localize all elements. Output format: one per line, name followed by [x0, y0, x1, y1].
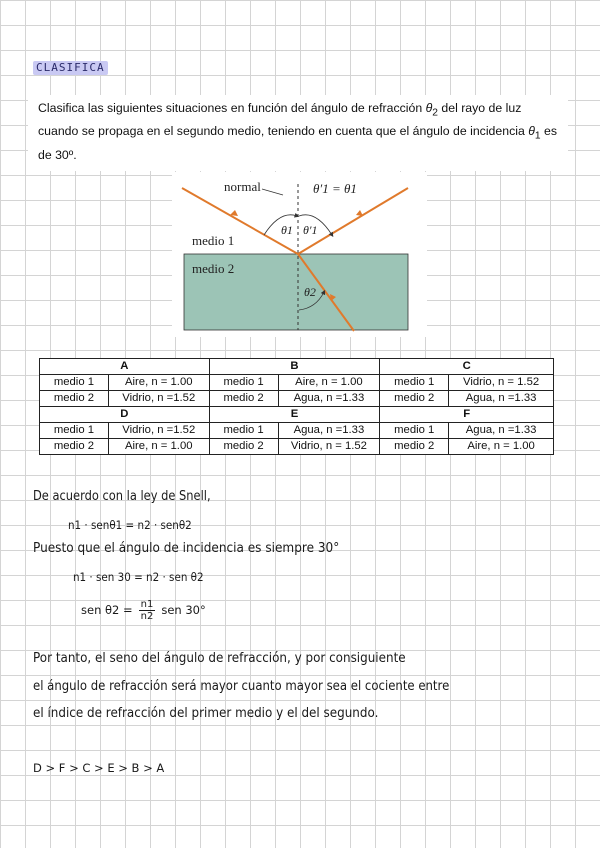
- table-cell: medio 1: [209, 375, 278, 391]
- handwritten-line: el índice de refracción del primer medio y el del segundo.: [33, 706, 379, 721]
- table-cell: medio 1: [380, 423, 449, 439]
- table-cell: Vidrio, n =1.52: [108, 391, 209, 407]
- table-cell: medio 2: [40, 439, 109, 455]
- table-cell: Aire, n = 1.00: [108, 439, 209, 455]
- handwritten-line: Puesto que el ángulo de incidencia es siempre 30°: [33, 541, 340, 556]
- table-cell: Vidrio, n = 1.52: [449, 375, 554, 391]
- refraction-diagram: [172, 172, 427, 337]
- theta1-symbol: $\theta_1$: [528, 124, 541, 142]
- medium2-label: medio 2: [192, 261, 235, 276]
- medium1-label: medio 1: [192, 233, 235, 248]
- table-cell: medio 2: [380, 439, 449, 455]
- table-cell: medio 2: [209, 391, 278, 407]
- table-cell: Agua, n =1.33: [278, 423, 380, 439]
- reflected-ray: [298, 188, 408, 254]
- table-cell: medio 2: [380, 391, 449, 407]
- clasifica-tag: CLASIFICA: [33, 61, 108, 75]
- header-F: F: [380, 407, 554, 423]
- table-row: [40, 375, 554, 391]
- table-cell: medio 1: [40, 423, 109, 439]
- table-cell: medio 2: [40, 391, 109, 407]
- theta1p-label: θ′1: [303, 223, 318, 237]
- theta2-symbol: $\theta_2$: [425, 101, 438, 119]
- handwritten-line: De acuerdo con la ley de Snell,: [33, 489, 211, 504]
- table-cell: Aire, n = 1.00: [108, 375, 209, 391]
- header-A: A: [40, 359, 210, 375]
- table-cell: medio 2: [209, 439, 278, 455]
- header-B: B: [209, 359, 380, 375]
- header-D: D: [40, 407, 210, 423]
- refraction-figure: [172, 172, 427, 337]
- snell-law-equation: n1 · senθ1 = n2 · senθ2: [68, 518, 192, 532]
- table-row: [40, 439, 554, 455]
- header-C: C: [380, 359, 554, 375]
- table-cell: Agua, n =1.33: [449, 423, 554, 439]
- statement-text: es de 30º.: [38, 124, 557, 162]
- table-cell: Aire, n = 1.00: [449, 439, 554, 455]
- classification-answer: D > F > C > E > B > A: [33, 761, 165, 775]
- table-cell: medio 1: [380, 375, 449, 391]
- handwritten-line: Por tanto, el seno del ángulo de refracción, y por consiguiente: [33, 651, 406, 666]
- table-cell: medio 1: [40, 375, 109, 391]
- table-header-row: [40, 359, 554, 375]
- table-row: [40, 391, 554, 407]
- media-table: [39, 358, 554, 455]
- table-cell: Agua, n =1.33: [449, 391, 554, 407]
- table-cell: Vidrio, n = 1.52: [278, 439, 380, 455]
- header-E: E: [209, 407, 380, 423]
- statement-text: del rayo de luz cuando se propaga en el segundo medio, teniendo en cuenta que el ángulo de incidencia: [38, 101, 529, 139]
- statement-text: Clasifica las siguientes situaciones en función del ángulo de refracción: [38, 101, 426, 115]
- handwritten-line: el ángulo de refracción será mayor cuanto mayor sea el cociente entre: [33, 679, 450, 694]
- sine-ratio-equation: sen θ2 = $\frac{n1}{n2}$ sen 30°: [81, 599, 206, 622]
- problem-statement: [28, 95, 568, 171]
- index-fraction: $\frac{n1}{n2}$: [140, 599, 154, 622]
- table-cell: Vidrio, n =1.52: [108, 423, 209, 439]
- table-row: [40, 423, 554, 439]
- table-cell: Aire, n = 1.00: [278, 375, 380, 391]
- table-header-row: [40, 407, 554, 423]
- theta1-label: θ1: [281, 223, 293, 237]
- snell-substituted-equation: n1 · sen 30 = n2 · sen θ2: [73, 570, 204, 584]
- table-cell: medio 1: [209, 423, 278, 439]
- theta2-label: θ2: [304, 285, 316, 299]
- equation-label: θ′1 = θ1: [313, 181, 357, 196]
- normal-label: normal: [224, 179, 261, 194]
- table-cell: Agua, n =1.33: [278, 391, 380, 407]
